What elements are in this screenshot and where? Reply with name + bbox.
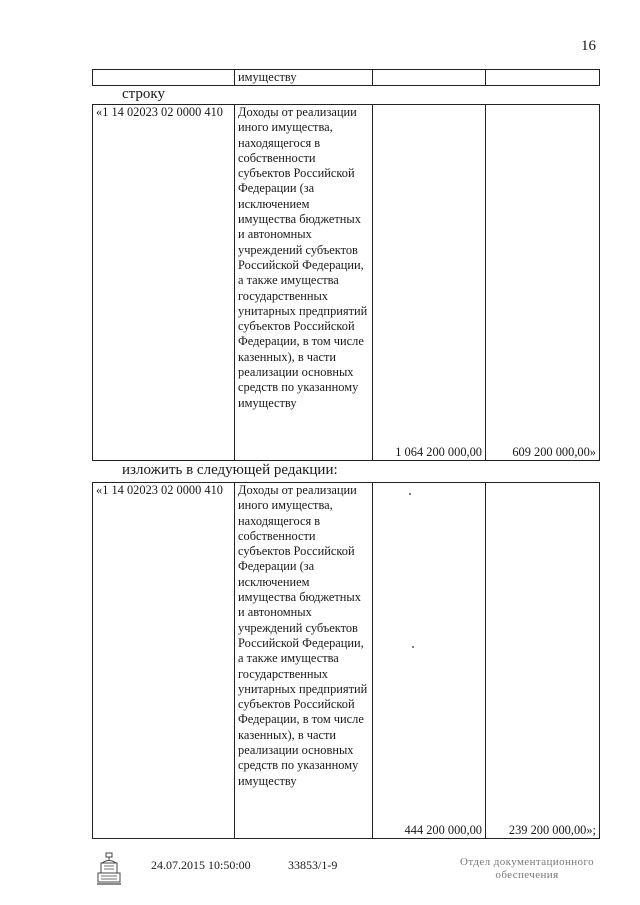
table-old-row — [92, 104, 600, 461]
emblem-logo-icon — [96, 852, 122, 886]
stamp-line: обеспечения — [495, 869, 559, 881]
description-cell: имуществу — [235, 70, 373, 86]
budget-code: «1 14 02023 02 0000 410 — [93, 105, 235, 461]
table-new-row — [92, 482, 600, 839]
department-stamp — [452, 856, 602, 882]
label-izlozhit: изложить в следующей редакции: — [122, 462, 338, 478]
scan-speck — [412, 646, 414, 648]
amount-year-1: 444 200 000,00 — [373, 483, 486, 839]
footer-reg-number: 33853/1-9 — [288, 858, 338, 872]
budget-code: «1 14 02023 02 0000 410 — [93, 483, 235, 839]
code-cell — [93, 70, 235, 86]
page-number: 16 — [581, 38, 596, 54]
footer-timestamp: 24.07.2015 10:50:00 — [151, 858, 251, 872]
amount-cell — [373, 70, 486, 86]
stamp-line: Отдел документационного — [459, 856, 594, 868]
table-row — [93, 70, 600, 86]
table-row — [93, 483, 600, 839]
amount-cell — [486, 70, 600, 86]
income-description: Доходы от реализации иного имущества, находящегося в собственности субъектов Российской Федерации (за исключением имущества бюджетных и автономных учреждений субъектов Российской Федерации, а также имущества государственных унитарных предприятий субъектов Российской Федерации, в том числе казенных), в части реализации основных средств по указанному имуществу — [235, 105, 373, 461]
scan-speck — [409, 493, 411, 495]
income-description: Доходы от реализации иного имущества, находящегося в собственности субъектов Российской Федерации (за исключением имущества бюджетных и автономных учреждений субъектов Российской Федерации, а также имущества государственных унитарных предприятий субъектов Российской Федерации, в том числе казенных), в части реализации основных средств по указанному имуществу — [235, 483, 373, 839]
amount-year-2: 239 200 000,00»; — [486, 483, 600, 839]
label-stroku: строку — [122, 86, 165, 102]
amount-year-2: 609 200 000,00» — [486, 105, 600, 461]
table-row — [93, 105, 600, 461]
table-fragment-top — [92, 69, 600, 86]
amount-year-1: 1 064 200 000,00 — [373, 105, 486, 461]
